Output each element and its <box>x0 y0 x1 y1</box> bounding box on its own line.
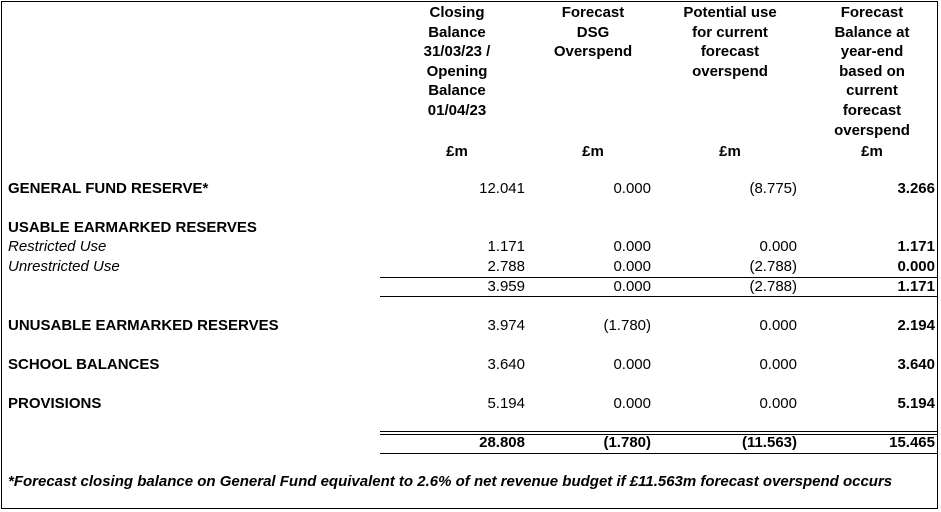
row-label-provisions: PROVISIONS <box>8 395 102 412</box>
cell-value: 0.000 <box>759 317 797 334</box>
subtotal-value: 1.171 <box>897 278 935 295</box>
cell-value: 12.041 <box>479 180 525 197</box>
cell-value: 5.194 <box>487 395 525 412</box>
total-value: 15.465 <box>889 434 935 451</box>
row-label-restricted-use: Restricted Use <box>8 238 107 255</box>
cell-value: 2.194 <box>897 317 935 334</box>
unit-label: £m <box>446 143 468 160</box>
cell-value: 1.171 <box>897 238 935 255</box>
cell-value: 5.194 <box>897 395 935 412</box>
cell-value: 0.000 <box>613 238 651 255</box>
subtotal-value: 3.959 <box>487 278 525 295</box>
total-rule-top <box>380 431 937 432</box>
cell-value: 2.788 <box>487 258 525 275</box>
cell-value: 1.171 <box>487 238 525 255</box>
total-value: (1.780) <box>603 434 651 451</box>
unit-label: £m <box>719 143 741 160</box>
cell-value: 0.000 <box>613 180 651 197</box>
row-label-school-balances: SCHOOL BALANCES <box>8 356 160 373</box>
cell-value: 0.000 <box>613 356 651 373</box>
cell-value: 0.000 <box>897 258 935 275</box>
cell-value: 3.640 <box>897 356 935 373</box>
section-heading-usable: USABLE EARMARKED RESERVES <box>8 219 257 236</box>
cell-value: 0.000 <box>613 395 651 412</box>
cell-value: (1.780) <box>603 317 651 334</box>
cell-value: (2.788) <box>749 258 797 275</box>
row-label-unusable: UNUSABLE EARMARKED RESERVES <box>8 317 279 334</box>
column-header-forecast-balance: Forecast Balance at year-end based on current forecast overspend <box>834 4 910 139</box>
footnote: *Forecast closing balance on General Fund equivalent to 2.6% of net revenue budget if £11.563m forecast overspend occurs <box>8 473 893 490</box>
column-header-potential-use: Potential use for current forecast overspend <box>683 4 777 80</box>
total-value: (11.563) <box>741 434 797 451</box>
cell-value: 3.640 <box>487 356 525 373</box>
unit-label: £m <box>861 143 883 160</box>
cell-value: 0.000 <box>759 395 797 412</box>
column-header-dsg-overspend: Forecast DSG Overspend <box>553 4 633 61</box>
cell-value: 3.266 <box>897 180 935 197</box>
row-label-general-fund: GENERAL FUND RESERVE* <box>8 180 209 197</box>
total-rule-bottom <box>380 453 937 454</box>
cell-value: 0.000 <box>613 258 651 275</box>
column-header-closing-balance: Closing Balance 31/03/23 / Opening Balance 01/04/23 <box>423 4 491 119</box>
cell-value: (8.775) <box>749 180 797 197</box>
cell-value: 0.000 <box>759 356 797 373</box>
unit-label: £m <box>582 143 604 160</box>
total-value: 28.808 <box>479 434 525 451</box>
subtotal-value: 0.000 <box>613 278 651 295</box>
cell-value: 3.974 <box>487 317 525 334</box>
cell-value: 0.000 <box>759 238 797 255</box>
row-label-unrestricted-use: Unrestricted Use <box>8 258 120 275</box>
subtotal-value: (2.788) <box>749 278 797 295</box>
